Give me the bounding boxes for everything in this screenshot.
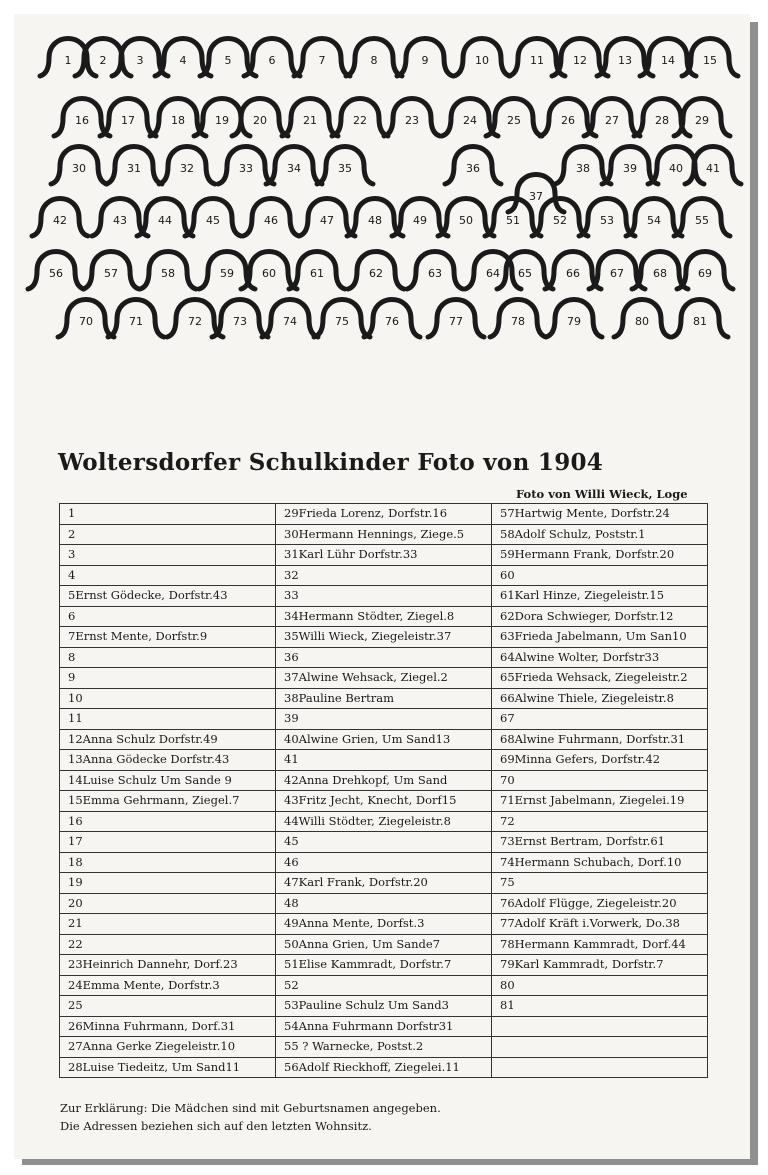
head-number-label: 67: [610, 267, 624, 280]
head-number-label: 50: [459, 214, 473, 227]
table-row: [60, 996, 708, 1017]
roster-cell: 5Ernst Gödecke, Dorfstr.43: [60, 586, 276, 607]
head-number-label: 4: [179, 54, 187, 67]
head-outline: [332, 99, 388, 137]
head-outline: [58, 300, 114, 338]
roster-cell: 53Pauline Schulz Um Sand3: [276, 996, 492, 1017]
head-number-label: 23: [405, 114, 419, 127]
roster-cell: 47Karl Frank, Dorfstr.20: [276, 873, 492, 894]
roster-cell: 74Hermann Schubach, Dorf.10: [492, 852, 708, 873]
head-outline: [674, 199, 730, 237]
head-number-label: 51: [506, 214, 520, 227]
roster-cell: 8: [60, 647, 276, 668]
roster-cell: 38Pauline Bertram: [276, 688, 492, 709]
head-outline: [317, 147, 373, 185]
head-number-label: 80: [635, 315, 649, 328]
table-row: [60, 852, 708, 873]
document-title: Woltersdorfer Schulkinder Foto von 1904: [58, 449, 604, 476]
head-number-label: 29: [695, 114, 709, 127]
table-row: [60, 791, 708, 812]
roster-cell: 15Emma Gehrmann, Ziegel.7: [60, 791, 276, 812]
roster-cell: 22: [60, 934, 276, 955]
note-line-2: Die Adressen beziehen sich auf den letzten Wohnsitz.: [60, 1119, 372, 1133]
head-outline: [397, 39, 453, 77]
head-outline: [32, 199, 88, 237]
table-row: [60, 893, 708, 914]
head-outline: [364, 300, 420, 338]
roster-cell: 48: [276, 893, 492, 914]
head-number-label: 28: [655, 114, 669, 127]
head-outline: [540, 99, 596, 137]
roster-cell: 80: [492, 975, 708, 996]
roster-cell: 2: [60, 524, 276, 545]
head-outline: [140, 252, 196, 290]
head-outline: [614, 300, 670, 338]
roster-cell: 17: [60, 832, 276, 853]
head-number-label: 41: [706, 162, 720, 175]
table-row: [60, 606, 708, 627]
head-outline: [218, 147, 274, 185]
table-row: [60, 934, 708, 955]
roster-cell: 61Karl Hinze, Ziegeleistr.15: [492, 586, 708, 607]
head-outline: [159, 147, 215, 185]
roster-cell: 72: [492, 811, 708, 832]
head-outline: [677, 252, 733, 290]
roster-table: [59, 503, 708, 1078]
head-number-label: 24: [463, 114, 477, 127]
head-number-label: 73: [233, 315, 247, 328]
head-outline: [54, 99, 110, 137]
roster-cell: 70: [492, 770, 708, 791]
head-number-label: 21: [303, 114, 317, 127]
head-outline: [445, 147, 501, 185]
roster-cell: 18: [60, 852, 276, 873]
head-number-label: 3: [136, 54, 144, 67]
roster-cell: 40Alwine Grien, Um Sand13: [276, 729, 492, 750]
table-row: [60, 627, 708, 648]
head-number-label: 59: [220, 267, 234, 280]
head-number-label: 37: [529, 190, 543, 203]
head-number-label: 44: [158, 214, 172, 227]
head-number-label: 7: [318, 54, 326, 67]
table-row: [60, 955, 708, 976]
roster-cell: 55 ? Warnecke, Postst.2: [276, 1037, 492, 1058]
head-outline: [348, 252, 404, 290]
head-number-label: 62: [369, 267, 383, 280]
head-outline-sketch: [0, 0, 768, 370]
roster-cell: 34Hermann Stödter, Ziegel.8: [276, 606, 492, 627]
head-outline: [674, 99, 730, 137]
roster-cell: [492, 1057, 708, 1078]
roster-cell: 62Dora Schwieger, Dorfstr.12: [492, 606, 708, 627]
head-number-label: 43: [113, 214, 127, 227]
head-number-label: 58: [161, 267, 175, 280]
head-outline: [454, 39, 510, 77]
head-number-label: 25: [507, 114, 521, 127]
photo-credit: Foto von Willi Wieck, Loge: [516, 487, 688, 501]
head-outline: [137, 199, 193, 237]
roster-cell: 28Luise Tiedeitz, Um Sand11: [60, 1057, 276, 1078]
head-outline: [392, 199, 448, 237]
table-row: [60, 524, 708, 545]
roster-cell: 67: [492, 709, 708, 730]
head-outline: [555, 147, 611, 185]
table-row: [60, 647, 708, 668]
head-outline: [384, 99, 440, 137]
head-outline: [490, 300, 546, 338]
head-outline: [212, 300, 268, 338]
head-outline: [632, 252, 688, 290]
roster-cell: 81: [492, 996, 708, 1017]
head-outline: [155, 39, 211, 77]
head-number-label: 12: [573, 54, 587, 67]
head-number-label: 46: [264, 214, 278, 227]
head-number-label: 69: [698, 267, 712, 280]
roster-cell: 63Frieda Jabelmann, Um San10: [492, 627, 708, 648]
head-outline: [579, 199, 635, 237]
roster-cell: 41: [276, 750, 492, 771]
head-outline: [438, 199, 494, 237]
roster-cell: 19: [60, 873, 276, 894]
roster-cell: 24Emma Mente, Dorfstr.3: [60, 975, 276, 996]
roster-cell: 78Hermann Kammradt, Dorf.44: [492, 934, 708, 955]
head-number-label: 72: [188, 315, 202, 328]
roster-cell: 7Ernst Mente, Dorfstr.9: [60, 627, 276, 648]
head-outline: [28, 252, 84, 290]
head-number-label: 56: [49, 267, 63, 280]
head-outline: [294, 39, 350, 77]
head-outline: [552, 39, 608, 77]
head-number-label: 65: [518, 267, 532, 280]
roster-cell: 79Karl Kammradt, Dorfstr.7: [492, 955, 708, 976]
roster-cell: 39: [276, 709, 492, 730]
head-number-label: 45: [206, 214, 220, 227]
roster-cell: 71Ernst Jabelmann, Ziegelei.19: [492, 791, 708, 812]
head-number-label: 52: [553, 214, 567, 227]
head-outline: [545, 252, 601, 290]
head-outline: [672, 300, 728, 338]
head-number-label: 32: [180, 162, 194, 175]
table-row: [60, 709, 708, 730]
head-number-label: 38: [576, 162, 590, 175]
head-outline: [106, 147, 162, 185]
head-number-label: 42: [53, 214, 67, 227]
roster-cell: 14Luise Schulz Um Sande 9: [60, 770, 276, 791]
head-outline: [185, 199, 241, 237]
roster-cell: 42Anna Drehkopf, Um Sand: [276, 770, 492, 791]
roster-cell: 10: [60, 688, 276, 709]
roster-cell: 6: [60, 606, 276, 627]
head-number-label: 60: [262, 267, 276, 280]
roster-cell: 45: [276, 832, 492, 853]
head-number-label: 74: [283, 315, 297, 328]
head-number-label: 31: [127, 162, 141, 175]
head-outline: [241, 252, 297, 290]
head-outline: [584, 99, 640, 137]
head-outline: [347, 199, 403, 237]
head-number-label: 66: [566, 267, 580, 280]
head-outline: [685, 147, 741, 185]
head-outline: [602, 147, 658, 185]
head-number-label: 22: [353, 114, 367, 127]
head-number-label: 14: [661, 54, 675, 67]
roster-cell: 11: [60, 709, 276, 730]
table-row: [60, 873, 708, 894]
roster-cell: 27Anna Gerke Ziegeleistr.10: [60, 1037, 276, 1058]
head-number-label: 64: [486, 267, 500, 280]
roster-cell: 68Alwine Fuhrmann, Dorfstr.31: [492, 729, 708, 750]
table-row: [60, 1037, 708, 1058]
roster-cell: 60: [492, 565, 708, 586]
head-number-label: 13: [618, 54, 632, 67]
head-number-label: 8: [370, 54, 378, 67]
head-outline: [167, 300, 223, 338]
table-row: [60, 729, 708, 750]
head-outline: [682, 39, 738, 77]
head-number-label: 6: [268, 54, 276, 67]
head-outline: [508, 175, 564, 213]
roster-cell: 16: [60, 811, 276, 832]
roster-cell: 1: [60, 504, 276, 525]
roster-cell: 37Alwine Wehsack, Ziegel.2: [276, 668, 492, 689]
head-outline: [289, 252, 345, 290]
table-row: [60, 750, 708, 771]
head-outline: [243, 199, 299, 237]
table-row: [60, 770, 708, 791]
roster-cell: 20: [60, 893, 276, 914]
head-outline: [262, 300, 318, 338]
head-number-label: 49: [413, 214, 427, 227]
head-number-label: 1: [64, 54, 72, 67]
roster-cell: [492, 1037, 708, 1058]
head-outline: [546, 300, 602, 338]
head-number-label: 78: [511, 315, 525, 328]
roster-cell: 33: [276, 586, 492, 607]
roster-cell: 73Ernst Bertram, Dorfstr.61: [492, 832, 708, 853]
table-row: [60, 1016, 708, 1037]
roster-cell: 64Alwine Wolter, Dorfstr33: [492, 647, 708, 668]
head-outline: [200, 39, 256, 77]
head-number-label: 27: [605, 114, 619, 127]
roster-cell: 59Hermann Frank, Dorfstr.20: [492, 545, 708, 566]
head-number-label: 10: [475, 54, 489, 67]
head-outline: [244, 39, 300, 77]
head-number-label: 36: [466, 162, 480, 175]
roster-cell: [492, 1016, 708, 1037]
head-number-label: 81: [693, 315, 707, 328]
roster-cell: 9: [60, 668, 276, 689]
head-outline: [442, 99, 498, 137]
head-number-label: 19: [215, 114, 229, 127]
head-outline: [346, 39, 402, 77]
head-number-label: 2: [99, 54, 107, 67]
head-number-label: 47: [320, 214, 334, 227]
head-number-label: 55: [695, 214, 709, 227]
roster-cell: 56Adolf Rieckhoff, Ziegelei.11: [276, 1057, 492, 1078]
roster-cell: 77Adolf Kräft i.Vorwerk, Do.38: [492, 914, 708, 935]
table-row: [60, 565, 708, 586]
table-row: [60, 688, 708, 709]
roster-cell: 69Minna Gefers, Dorfstr.42: [492, 750, 708, 771]
head-number-label: 39: [623, 162, 637, 175]
table-row: [60, 914, 708, 935]
head-number-label: 54: [647, 214, 661, 227]
head-number-label: 11: [530, 54, 544, 67]
roster-cell: 32: [276, 565, 492, 586]
head-outline: [232, 99, 288, 137]
head-number-label: 40: [669, 162, 683, 175]
head-outline: [83, 252, 139, 290]
head-outline: [486, 99, 542, 137]
table-row: [60, 975, 708, 996]
roster-cell: 49Anna Mente, Dorfst.3: [276, 914, 492, 935]
head-number-label: 76: [385, 315, 399, 328]
head-outline: [51, 147, 107, 185]
head-outline: [532, 199, 588, 237]
head-outline: [92, 199, 148, 237]
roster-cell: 46: [276, 852, 492, 873]
head-number-label: 70: [79, 315, 93, 328]
roster-cell: 65Frieda Wehsack, Ziegeleistr.2: [492, 668, 708, 689]
head-number-label: 26: [561, 114, 575, 127]
head-outline: [108, 300, 164, 338]
roster-cell: 54Anna Fuhrmann Dorfstr31: [276, 1016, 492, 1037]
roster-cell: 21: [60, 914, 276, 935]
roster-cell: 50Anna Grien, Um Sande7: [276, 934, 492, 955]
head-outline: [100, 99, 156, 137]
head-number-label: 53: [600, 214, 614, 227]
head-number-label: 30: [72, 162, 86, 175]
table-row: [60, 586, 708, 607]
roster-cell: 57Hartwig Mente, Dorfstr.24: [492, 504, 708, 525]
head-number-label: 18: [171, 114, 185, 127]
head-outline: [266, 147, 322, 185]
roster-cell: 75: [492, 873, 708, 894]
head-outline: [407, 252, 463, 290]
roster-cell: 3: [60, 545, 276, 566]
roster-cell: 44Willi Stödter, Ziegeleistr.8: [276, 811, 492, 832]
head-number-label: 77: [449, 315, 463, 328]
head-number-label: 20: [253, 114, 267, 127]
head-outline: [428, 300, 484, 338]
head-outline: [314, 300, 370, 338]
roster-cell: 4: [60, 565, 276, 586]
head-number-label: 79: [567, 315, 581, 328]
roster-cell: 31Karl Lühr Dorfstr.33: [276, 545, 492, 566]
roster-cell: 25: [60, 996, 276, 1017]
head-number-label: 63: [428, 267, 442, 280]
table-row: [60, 1057, 708, 1078]
roster-cell: 26Minna Fuhrmann, Dorf.31: [60, 1016, 276, 1037]
head-number-label: 68: [653, 267, 667, 280]
head-number-label: 35: [338, 162, 352, 175]
roster-cell: 51Elise Kammradt, Dorfstr.7: [276, 955, 492, 976]
roster-cell: 23Heinrich Dannehr, Dorf.23: [60, 955, 276, 976]
head-outline: [299, 199, 355, 237]
roster-cell: 43Fritz Jecht, Knecht, Dorf15: [276, 791, 492, 812]
head-number-label: 33: [239, 162, 253, 175]
head-number-label: 15: [703, 54, 717, 67]
head-number-label: 61: [310, 267, 324, 280]
head-outline: [150, 99, 206, 137]
head-number-label: 75: [335, 315, 349, 328]
roster-cell: 30Hermann Hennings, Ziege.5: [276, 524, 492, 545]
table-row: [60, 545, 708, 566]
roster-cell: 29Frieda Lorenz, Dorfstr.16: [276, 504, 492, 525]
roster-cell: 58Adolf Schulz, Poststr.1: [492, 524, 708, 545]
head-number-label: 71: [129, 315, 143, 328]
table-row: [60, 811, 708, 832]
roster-cell: 66Alwine Thiele, Ziegeleistr.8: [492, 688, 708, 709]
head-number-label: 34: [287, 162, 301, 175]
roster-cell: 36: [276, 647, 492, 668]
note-line-1: Zur Erklärung: Die Mädchen sind mit Geburtsnamen angegeben.: [60, 1101, 441, 1115]
table-row: [60, 668, 708, 689]
table-row: [60, 504, 708, 525]
head-outline: [626, 199, 682, 237]
roster-cell: 13Anna Gödecke Dorfstr.43: [60, 750, 276, 771]
head-number-label: 48: [368, 214, 382, 227]
roster-cell: 52: [276, 975, 492, 996]
roster-cell: 76Adolf Flügge, Ziegeleistr.20: [492, 893, 708, 914]
table-row: [60, 832, 708, 853]
head-number-label: 16: [75, 114, 89, 127]
head-number-label: 17: [121, 114, 135, 127]
head-number-label: 9: [421, 54, 429, 67]
roster-cell: 35Willi Wieck, Ziegeleistr.37: [276, 627, 492, 648]
head-number-label: 57: [104, 267, 118, 280]
head-number-label: 5: [224, 54, 232, 67]
roster-cell: 12Anna Schulz Dorfstr.49: [60, 729, 276, 750]
head-outline: [282, 99, 338, 137]
